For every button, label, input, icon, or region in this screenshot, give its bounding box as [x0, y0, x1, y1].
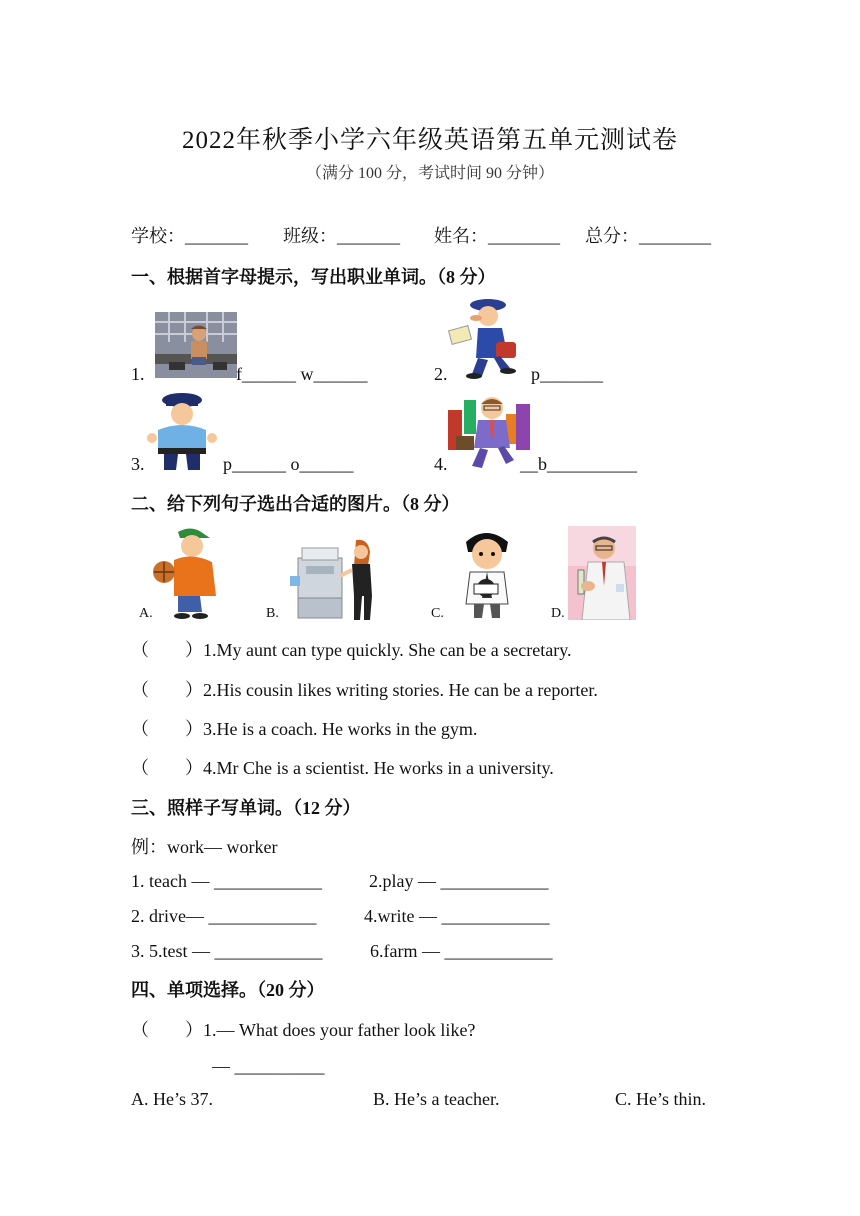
mc-question-1: （ ）1.— What does your father look like? [131, 1020, 476, 1040]
sentence-1: （ ）1.My aunt can type quickly. She can be a secretary. [131, 640, 572, 660]
mc-answer-line: — __________ [212, 1056, 325, 1076]
section2-heading: 二、给下列句子选出合适的图片。（8 分） [131, 494, 460, 514]
class-field: 班级：_______ [283, 226, 400, 246]
option-a-label: A. [139, 606, 153, 621]
option-b-label: B. [266, 606, 279, 621]
q1-number: 1. [131, 364, 145, 384]
page-title: 2022年秋季小学六年级英语第五单元测试卷 [181, 127, 678, 154]
word-row-2-right: 4.write — ____________ [364, 906, 550, 926]
choice-a: A. He’s 37. [131, 1089, 213, 1109]
option-c-label: C. [431, 606, 444, 621]
section4-heading: 四、单项选择。（20 分） [131, 980, 325, 1000]
reporter-image [452, 528, 522, 620]
sentence-4: （ ）4.Mr Che is a scientist. He works in a university. [131, 758, 554, 778]
secretary-image [290, 536, 380, 620]
section3-heading: 三、照样子写单词。（12 分） [131, 798, 361, 818]
basketball-coach-image [150, 526, 224, 620]
q2-hint: p_______ [531, 364, 603, 384]
page-subtitle: （满分 100 分，考试时间 90 分钟） [305, 165, 554, 182]
option-d-label: D. [551, 606, 565, 621]
q4-hint: __b__________ [520, 454, 637, 474]
sentence-3: （ ）3.He is a coach. He works in the gym. [131, 719, 478, 739]
word-row-3-right: 6.farm — ____________ [370, 941, 553, 961]
postman-image [448, 298, 532, 380]
choice-b: B. He’s a teacher. [373, 1089, 500, 1109]
police-officer-image [144, 392, 224, 470]
q3-hint: p______ o______ [223, 454, 354, 474]
word-row-2-left: 2. drive— ____________ [131, 906, 317, 926]
factory-worker-image [155, 312, 237, 378]
word-row-1-right: 2.play — ____________ [369, 871, 549, 891]
q2-number: 2. [434, 364, 448, 384]
total-score-field: 总分：________ [585, 226, 711, 246]
section1-heading: 一、根据首字母提示，写出职业单词。（8 分） [131, 267, 496, 287]
section3-example: 例：work— worker [131, 837, 278, 857]
q4-number: 4. [434, 454, 448, 474]
q3-number: 3. [131, 454, 145, 474]
word-row-3-left: 3. 5.test — ____________ [131, 941, 323, 961]
school-field: 学校：_______ [131, 226, 248, 246]
scientist-image [568, 526, 636, 620]
sentence-2: （ ）2.His cousin likes writing stories. He can be a reporter. [131, 680, 598, 700]
name-field: 姓名：________ [434, 226, 560, 246]
q1-hint: f______ w______ [236, 364, 368, 384]
choice-c: C. He’s thin. [615, 1089, 707, 1109]
word-row-1-left: 1. teach — ____________ [131, 871, 322, 891]
